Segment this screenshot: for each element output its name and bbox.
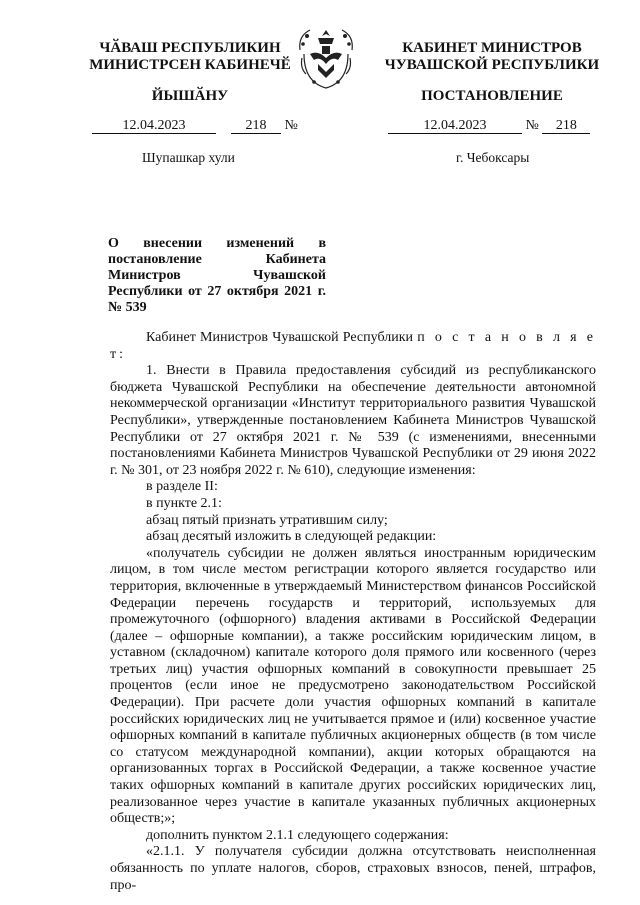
left-date: 12.04.2023 bbox=[92, 118, 216, 134]
body-paragraph: 1. Внести в Правила предоставления субсидий из республиканского бюджета Чувашской Республики на обеспечение деятельности автономной некоммерческой организации «Институт территориального развития Чувашской Республики», утвержденные постановлением Кабинета Министров Чувашской Республики от 27 октября 2021 г. № 539 (с изменениями, внесенными постановлениями Кабинета Министров Чувашской Республики от 29 июня 2022 г. № 301, от 23 ноября 2022 г. № 610), следующие изменения: bbox=[110, 363, 596, 478]
header-right-kind: ПОСТАНОВЛЕНИЕ bbox=[421, 88, 563, 104]
left-date-line bbox=[92, 118, 298, 134]
header-left-kind: ЙЫШӐНУ bbox=[151, 88, 229, 104]
document-subject: О внесении изменений в постановление Кабинета Министров Чувашской Республики от 27 октября 2021 г. № 539 bbox=[108, 236, 326, 315]
emblem-icon bbox=[296, 24, 356, 92]
body-paragraph: «2.1.1. У получателя субсидии должна отсутствовать неисполненная обязанность по уплате налогов, сборов, страховых взносов, пеней, штрафов, про- bbox=[110, 844, 596, 893]
right-city: г. Чебоксары bbox=[456, 150, 530, 165]
body-paragraph: абзац десятый изложить в следующей редакции: bbox=[146, 529, 437, 545]
document-body bbox=[110, 330, 596, 894]
header-right-org: КАБИНЕТ МИНИСТРОВ ЧУВАШСКОЙ РЕСПУБЛИКИ bbox=[384, 40, 600, 73]
body-paragraph: в пункте 2.1: bbox=[146, 495, 222, 511]
right-date: 12.04.2023 bbox=[388, 118, 522, 134]
right-number: 218 bbox=[542, 118, 590, 134]
body-paragraph: «получатель субсидии не должен являться иностранным юридическим лицом, в том числе местом регистрации которого является государство или территория, включенные в утверждаемый Министерством финансов Российской Федерации перечень государств и территорий, используемых для промежуточного (офшорного) владения активами в Российской Федерации (далее – офшорные компании), а также российским юридическим лицом, в уставном (складочном) капитале которого доля прямого или косвенного (через третьих лиц) участия офшорных компаний в совокупности превышает 25 процентов (если иное не предусмотрено законодательством Российской Федерации). При расчете доли участия офшорных компаний в капитале российских юридических лиц не учитывается прямое и (или) косвенное участие офшорных компаний в капитале публичных акционерных обществ (в том числе со статусом международной компании), акции которых обращаются на организованных торгах в Российской Федерации, а также косвенное участие таких офшорных компаний в капитале других российских юридических лиц, реализованное через участие в капитале указанных публичных акционерных обществ;»; bbox=[110, 545, 596, 827]
right-number-sign: № bbox=[525, 118, 539, 133]
left-city: Шупашкар хули bbox=[142, 150, 235, 165]
body-paragraph: в разделе II: bbox=[146, 479, 218, 495]
right-date-line bbox=[388, 118, 590, 134]
body-paragraph: дополнить пунктом 2.1.1 следующего содержания: bbox=[146, 827, 449, 843]
preamble bbox=[110, 330, 596, 363]
preamble-text: Кабинет Министров Чувашской Республики bbox=[146, 330, 413, 345]
header-left-org: ЧӐВАШ РЕСПУБЛИКИН МИНИСТРСЕН КАБИНЕЧӖ bbox=[89, 40, 291, 73]
left-number: 218 bbox=[231, 118, 281, 134]
left-number-sign: № bbox=[284, 118, 298, 133]
preamble-verb: п о с т а н о в л я е т: bbox=[110, 330, 596, 362]
body-paragraph: абзац пятый признать утратившим силу; bbox=[146, 512, 388, 528]
